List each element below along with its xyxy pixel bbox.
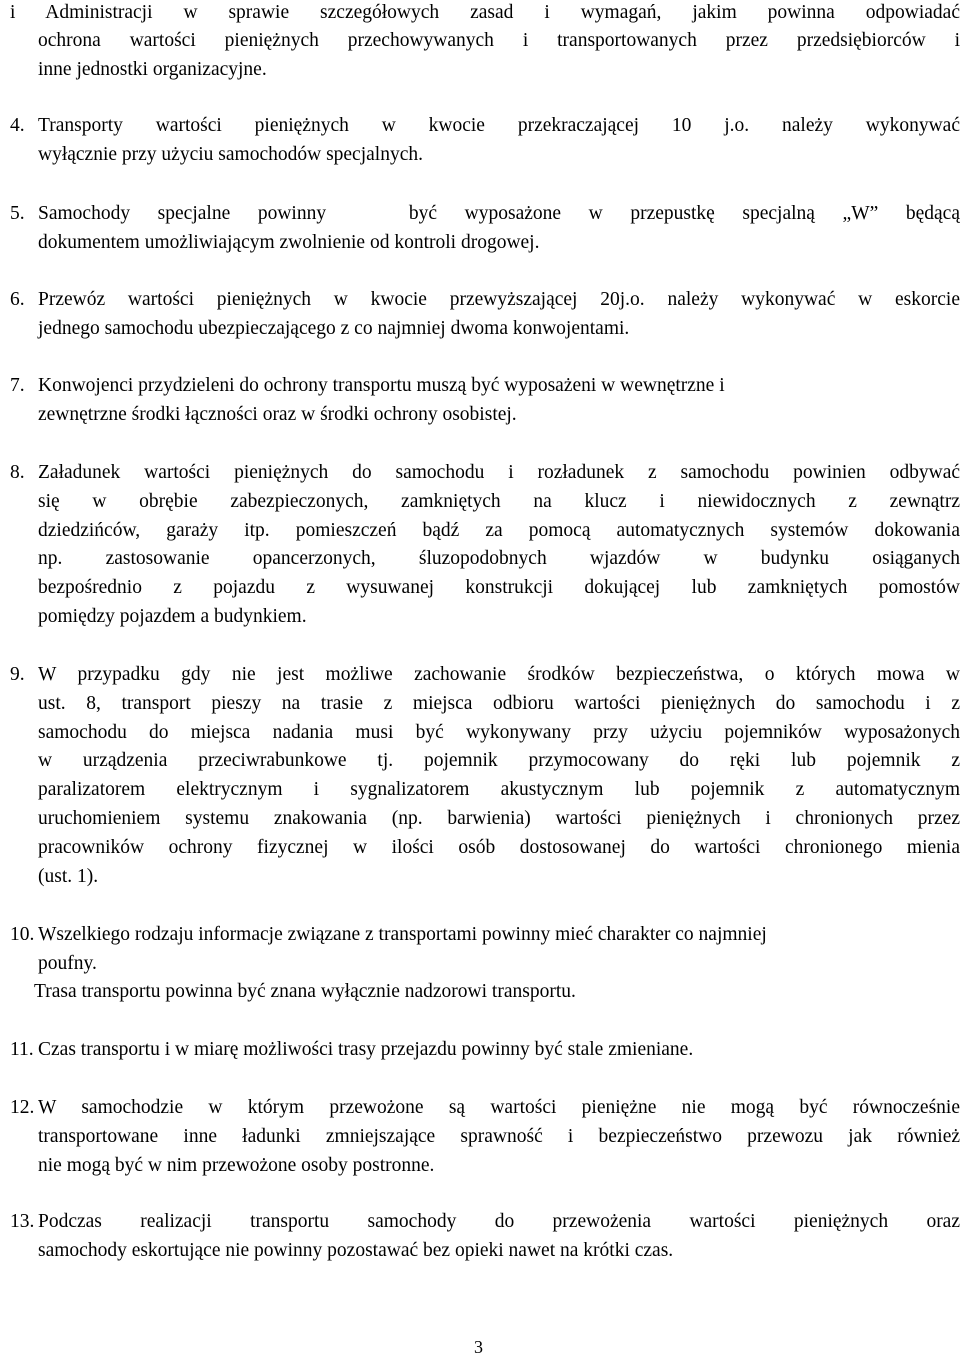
item-line: Wszelkiego rodzaju informacje związane z transportami powinny mieć charakter co najmniej <box>38 924 767 945</box>
item-line: Samochody specjalne powinny być wyposażone w przepustkę specjalną „W” będącą <box>38 203 960 224</box>
intro-line: inne jednostki organizacyjne. <box>38 58 267 80</box>
item-number: 10. <box>10 924 35 945</box>
item-number: 6. <box>10 289 25 310</box>
item-line: dziedzińców, garaży itp. pomieszczeń bądź za pomocą automatycznych systemów dokowania <box>38 519 960 541</box>
item-line: uruchomieniem systemu znakowania (np. barwienia) wartości pieniężnych i chronionych przez <box>38 807 960 829</box>
item-line: bezpośrednio z pojazdu z wysuwanej konstrukcji dokującej lub zamkniętych pomostów <box>38 577 960 599</box>
item-line: Transporty wartości pieniężnych w kwocie przekraczającej 10 j.o. należy wykonywać <box>38 115 960 136</box>
item-line: paralizatorem elektrycznym i sygnalizatorem akustycznym lub pojemnik z automatycznym <box>38 779 960 801</box>
item-line: samochodu do miejsca nadania musi być wykonywany przy użyciu pojemników wyposażonych <box>38 721 960 743</box>
item-line: Konwojenci przydzieleni do ochrony transportu muszą być wyposażeni w wewnętrzne i <box>38 375 725 396</box>
item-line: ust. 8, transport pieszy na trasie z miejsca odbioru wartości pieniężnych do samochodu i z <box>38 692 960 714</box>
item-line: samochody eskortujące nie powinny pozostawać bez opieki nawet na krótki czas. <box>38 1239 674 1261</box>
item-number: 11. <box>10 1039 34 1060</box>
item-line: się w obrębie zabezpieczonych, zamkniętych na klucz i niewidocznych z zewnątrz <box>38 490 960 512</box>
item-line: jednego samochodu ubezpieczającego z co najmniej dwoma konwojentami. <box>38 317 630 339</box>
item-extra-line: Trasa transportu powinna być znana wyłącznie nadzorowi transportu. <box>34 981 576 1002</box>
item-line: nie mogą być w nim przewożone osoby postronne. <box>38 1154 435 1176</box>
item-line: (ust. 1). <box>38 865 99 887</box>
item-line: np. zastosowanie opancerzonych, śluzopodobnych wjazdów w budynku osiąganych <box>38 548 960 570</box>
item-line: pomiędzy pojazdem a budynkiem. <box>38 605 307 627</box>
item-line: Czas transportu i w miarę możliwości trasy przejazdu powinny być stale zmieniane. <box>38 1039 694 1060</box>
item-number: 7. <box>10 375 25 396</box>
item-number: 13. <box>10 1211 35 1232</box>
item-number: 9. <box>10 664 25 685</box>
item-line: wyłącznie przy użyciu samochodów specjalnych. <box>38 143 423 165</box>
item-line: zewnętrzne środki łączności oraz w środki ochrony osobistej. <box>38 403 517 425</box>
item-number: 5. <box>10 203 25 224</box>
item-line: w urządzenia przeciwrabunkowe tj. pojemnik przymocowany do ręki lub pojemnik z <box>38 750 960 772</box>
item-number: 8. <box>10 462 25 483</box>
item-line: W samochodzie w którym przewożone są wartości pieniężne nie mogą być równocześnie <box>38 1097 960 1118</box>
item-line: Przewóz wartości pieniężnych w kwocie przewyższającej 20j.o. należy wykonywać w eskorcie <box>38 289 960 310</box>
item-line: W przypadku gdy nie jest możliwe zachowanie środków bezpieczeństwa, o których mowa w <box>38 664 960 685</box>
item-line: Załadunek wartości pieniężnych do samochodu i rozładunek z samochodu powinien odbywać <box>38 462 960 483</box>
intro-line: i Administracji w sprawie szczegółowych zasad i wymagań, jakim powinna odpowiadać <box>10 2 960 23</box>
item-line: pracowników ochrony fizycznej w ilości osób dostosowanej do wartości chronionego mienia <box>38 836 960 858</box>
intro-line: ochrona wartości pieniężnych przechowywanych i transportowanych przez przedsiębiorców i <box>38 30 960 51</box>
item-number: 12. <box>10 1097 35 1118</box>
item-line: poufny. <box>38 952 97 974</box>
item-line: Podczas realizacji transportu samochody do przewożenia wartości pieniężnych oraz <box>38 1211 960 1232</box>
item-line: transportowane inne ładunki zmniejszające sprawność i bezpieczeństwo przewozu jak również <box>38 1125 960 1147</box>
item-number: 4. <box>10 115 25 136</box>
page-number: 3 <box>474 1337 483 1357</box>
item-line: dokumentem umożliwiającym zwolnienie od kontroli drogowej. <box>38 231 540 253</box>
